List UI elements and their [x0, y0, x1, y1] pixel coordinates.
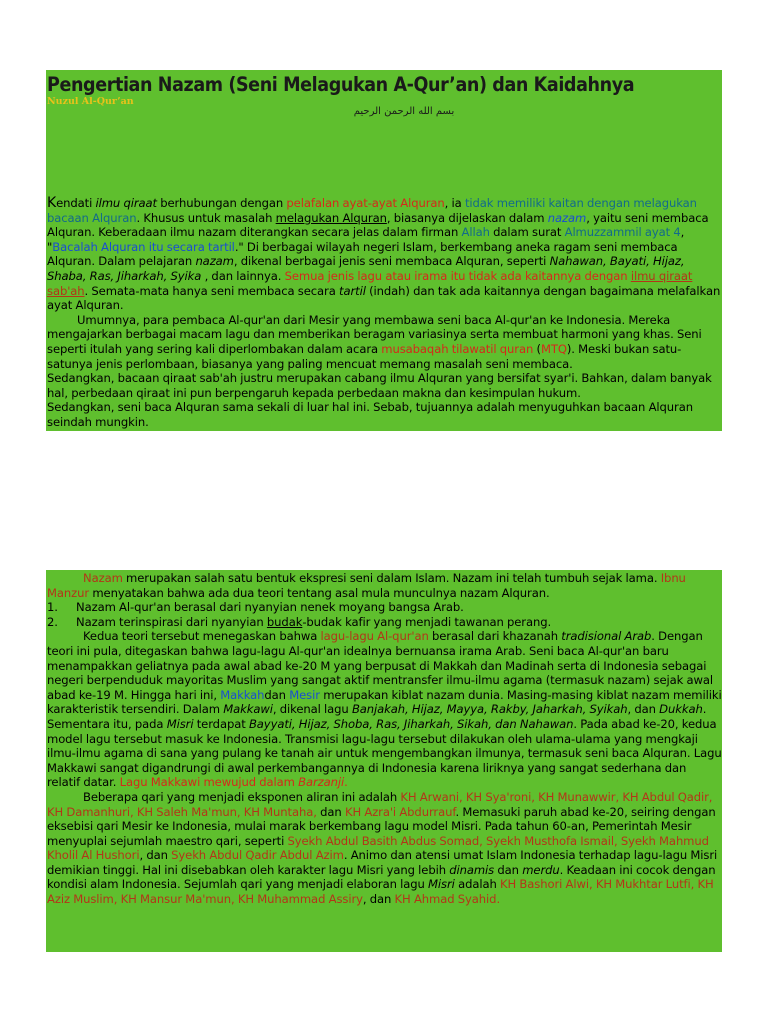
- text-run: , dan lainnya.: [201, 268, 285, 283]
- link-tidak-memiliki[interactable]: tidak memiliki kaitan dengan melagukan bacaan Alquran: [47, 196, 697, 225]
- text-run: adalah: [454, 877, 501, 892]
- text-run: , ": [47, 225, 685, 254]
- text-run: nazam: [195, 254, 234, 269]
- text-run: Misri: [166, 716, 194, 731]
- text-run: ilmu qiraat: [95, 196, 157, 210]
- text-run: Makkawi: [223, 702, 273, 717]
- text-run: , yaitu seni membaca Alquran. Keberadaan ilmu nazam diterangkan secara jelas dalam firman: [47, 210, 709, 240]
- text-run: . Sementara itu, pada: [47, 702, 707, 731]
- link-melagukan-alquran[interactable]: melagukan Alquran: [275, 210, 387, 225]
- text-run: , dikenal berbagai jenis seni membaca Alquran, seperti: [233, 254, 550, 269]
- text-run: endati: [56, 196, 96, 210]
- text-run: ). Meski bukan satu-satunya jenis perlombaan, biasanya yang paling mencuat memang masalah seni membaca.: [47, 341, 682, 371]
- text-run: Umumnya, para pembaca Al-qur'an dari Mesir yang membawa seni baca Al-qur'an ke Indonesia. Mereka mengajarkan berbagai macam lagu dan memberikan beragam variasinya serta membuat harmoni yang khas. Seni seperti itulah yang sering kali diperlombakan dalam acara: [47, 312, 702, 356]
- text-run: . Dengan teori ini pula, ditegaskan bahwa lagu-lagu Al-qur'an idealnya bernuansa irama Arab. Seni baca Al-qur'an baru menampakkan geliatnya pada awal abad ke-20 M yang berpusat di Makkah dan Madinah serta di Indonesia sebagai negeri berpenduduk mayoritas Muslim yang sangat aktif mentransfer ilmu-ilmu agama (termasuk nazam) sejak awal abad ke-19 M. Hingga hari ini,: [47, 629, 714, 702]
- link-lagu-lagu-alquran[interactable]: lagu-lagu Al-qur'an: [320, 629, 429, 644]
- text-run: tartil: [339, 283, 366, 298]
- article-body-part-2: [47, 571, 722, 907]
- text-run: dan: [264, 687, 290, 702]
- link-nazam-2[interactable]: Nazam: [83, 571, 123, 585]
- text-run: merupakan kiblat nazam dunia. Masing-masing kiblat nazam memiliki karakteristik tersendiri. Dalam: [47, 687, 722, 717]
- text-run: tradisional Arab: [561, 629, 652, 644]
- text-run: , dan: [627, 702, 660, 717]
- text-run: merupakan salah satu bentuk ekspresi seni dalam Islam. Nazam ini telah tumbuh sejak lama.: [122, 571, 661, 585]
- link-bacalah-alquran[interactable]: Bacalah Alquran itu secara tartil: [52, 239, 235, 254]
- page-title: Pengertian Nazam (Seni Melagukan A-Qur’an) dan Kaidahnya: [47, 73, 635, 96]
- basmala-text: بسم الله الرحمن الرحيم: [353, 106, 455, 117]
- text-run: Nahawan, Bayati, Hijaz, Shaba, Ras, Jiharkah, Syika: [47, 254, 685, 283]
- text-run: Misri: [428, 877, 455, 892]
- text-run: , dan: [362, 892, 395, 907]
- link-budak[interactable]: budak: [266, 614, 303, 629]
- drop-cap: K: [47, 195, 57, 211]
- text-run: .: [344, 775, 348, 790]
- text-run: . Animo dan atensi umat Islam Indonesia terhadap lagu-lagu Misri demikian tinggi. Hal ini disebabkan oleh karakter lagu Misri yang lebih: [47, 848, 718, 877]
- text-run: berhubungan dengan: [156, 196, 287, 210]
- text-run: Sedangkan, bacaan qiraat sab'ah justru merupakan cabang ilmu Alquran yang bersifat syar'i. Bahkan, dalam banyak hal, perbedaan qiraat ini pun berpengaruh kepada perbedaan makna dan kesimpulan hukum.: [47, 371, 712, 400]
- article-panel-bottom: [46, 570, 722, 952]
- text-run: Beberapa qari yang menjadi eksponen aliran ini adalah: [83, 789, 401, 804]
- text-run: . Semata-mata hanya seni membaca secara: [84, 283, 340, 298]
- list-item: 2. Nazam terinspirasi dari nyanyian budak-budak kafir yang menjadi tawanan perang.: [47, 614, 552, 629]
- text-run: merdu: [522, 862, 560, 877]
- text-run: terdapat: [193, 716, 249, 731]
- text-run: Banjakah, Hijaz, Mayya, Rakby, Jaharkah, Syikah: [351, 702, 628, 717]
- link-makkah[interactable]: Makkah: [220, 687, 265, 702]
- text-run: ." Di berbagai wilayah negeri Islam, berkembang aneka ragam seni membaca Alquran. Dalam pelajaran: [47, 239, 678, 269]
- text-run: Kedua teori tersebut menegaskan bahwa: [83, 629, 321, 644]
- text-run: , dikenal lagu: [272, 702, 352, 717]
- link-ilmu-qiraat-sabah[interactable]: ilmu qiraat sab'ah: [47, 268, 693, 298]
- text-run: Bayyati, Hijaz, Shoba, Ras, Jiharkah, Sikah, dan Nahawan: [248, 716, 574, 731]
- link-lagu-makkawi[interactable]: Lagu Makkawi mewujud dalam: [119, 775, 299, 790]
- text-run: dalam surat: [489, 225, 565, 240]
- link-syekh-abdul-qadir[interactable]: Syekh Abdul Qadir Abdul Azim: [171, 848, 344, 863]
- text-run: ,: [459, 789, 466, 804]
- link-allah[interactable]: Allah: [461, 225, 490, 240]
- page-subtitle: Nuzul Al-Qur’an: [47, 96, 134, 107]
- text-run: . Memasuki paruh abad ke-20, seiring dengan eksebisi qari Mesir ke Indonesia, mulai marak berkembang lagu model Misri. Pada tahun 60-an, Pemerintah Mesir menyuplai sejumlah maestro qari, seperti: [47, 804, 716, 848]
- text-run: Dukkah: [659, 702, 703, 717]
- link-nazam[interactable]: nazam: [547, 210, 587, 225]
- link-kh-arwani[interactable]: KH Arwani: [400, 789, 460, 804]
- text-run: , biasanya dijelaskan dalam: [386, 210, 548, 225]
- link-mtq-full[interactable]: musabaqah tilawatil quran: [381, 341, 534, 356]
- article-body-part-1: [47, 196, 722, 430]
- link-mtq[interactable]: MTQ: [540, 341, 567, 356]
- link-qari-list-1[interactable]: KH Sya'roni, KH Munawwir, KH Abdul Qadir, KH Damanhuri, KH Saleh Ma'mun, KH Muntaha,: [47, 789, 713, 819]
- text-run: berasal dari khazanah: [428, 629, 562, 644]
- text-run: Sedangkan, seni baca Alquran sama sekali di luar hal ini. Sebab, tujuannya adalah menyuguhkan bacaan Alquran seindah mungkin.: [47, 400, 693, 429]
- link-kh-ahmad-syahid[interactable]: KH Ahmad Syahid: [394, 892, 497, 907]
- link-syekh-list[interactable]: Syekh Abdul Basith Abdus Somad, Syekh Musthofa Ismail, Syekh Mahmud Kholil Al Hushori: [47, 833, 709, 863]
- text-run: (indah) dan tak ada kaitannya dengan bagaimana melafalkan ayat Alquran.: [47, 283, 721, 313]
- list-item: 1. Nazam Al-qur'an berasal dari nyanyian nenek moyang bangsa Arab.: [47, 600, 464, 615]
- text-run: , ia: [444, 196, 465, 210]
- text-run: dan: [316, 804, 345, 819]
- link-mesir[interactable]: Mesir: [289, 687, 320, 702]
- link-ibnu-manzur[interactable]: Ibnu Manzur: [47, 571, 686, 600]
- text-run: (: [533, 341, 541, 356]
- link-barzanji[interactable]: Barzanji: [298, 775, 345, 790]
- link-almuzzammil[interactable]: Almuzzammil ayat 4: [564, 225, 681, 240]
- link-qari-list-2[interactable]: KH Bashori Alwi, KH Mukhtar Lutfi, KH Aziz Muslim, KH Mansur Ma'mun, KH Muhammad Assiry: [47, 877, 714, 907]
- text-run: .: [496, 892, 501, 907]
- text-run: . Pada abad ke-20, kedua model lagu tersebut masuk ke Indonesia. Transmisi lagu-lagu tersebut dilakukan oleh ulama-ulama yang mengkaji ilmu-ilmu agama di sana yang pulang ke tanah air untuk mengembangkan ilmunya, termasuk seni baca Alquran. Lagu Makkawi sangat digandrungi di awal perkembangannya di Indonesia karena liriknya yang sangat sederhana dan relatif datar.: [47, 716, 722, 790]
- text-run: , dan: [139, 848, 172, 863]
- text-run: dinamis: [449, 862, 495, 877]
- text-run: menyatakan bahwa ada dua teori tentang asal mula munculnya nazam Alquran.: [89, 585, 550, 600]
- text-run: . Keadaan ini cocok dengan kondisi alam Indonesia. Sejumlah qari yang menjadi elaboran lagu: [47, 862, 716, 892]
- link-kh-azrai[interactable]: KH Azra'i Abdurrauf: [344, 804, 456, 819]
- article-panel-top: [46, 70, 722, 431]
- link-semua-jenis-lagu[interactable]: Semua jenis lagu atau irama itu tidak ada kaitannya dengan: [284, 268, 631, 283]
- text-run: dan: [494, 862, 523, 877]
- link-pelafalan[interactable]: pelafalan ayat-ayat Alquran: [286, 196, 445, 210]
- text-run: . Khusus untuk masalah: [136, 210, 276, 225]
